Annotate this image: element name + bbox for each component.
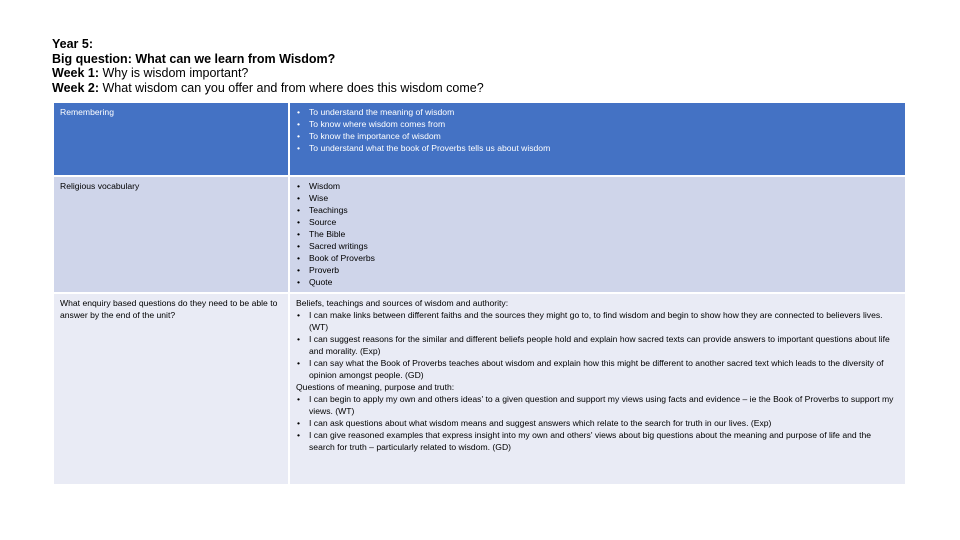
remembering-content (289, 102, 906, 176)
list-item: • I can say what the Book of Proverbs teaches about wisdom and explain how this might be different to another sacred text which leads to the diversity of opinion amongst people. (GD) (296, 357, 899, 381)
list-item: • I can give reasoned examples that express insight into my own and others' views about big questions about the meaning and purpose of life and the search for truth – particularly related to wisdom. (GD) (296, 429, 899, 453)
row-enquiry (53, 293, 906, 485)
week2-line (52, 81, 484, 96)
year-line (52, 37, 484, 52)
big-question-text: What can we learn from Wisdom? (135, 51, 336, 66)
list-item: • Sacred writings (296, 240, 899, 252)
list-item: • To know where wisdom comes from (296, 118, 899, 130)
list-item: • To know the importance of wisdom (296, 130, 899, 142)
page-header (52, 37, 484, 95)
list-item: • The Bible (296, 228, 899, 240)
beliefs-section-title: Beliefs, teachings and sources of wisdom and authority: (296, 298, 509, 308)
year-label: Year 5: (52, 37, 94, 51)
list-item: • Teachings (296, 204, 899, 216)
questions-list (296, 393, 899, 453)
row-vocabulary (53, 176, 906, 293)
week2-text: What wisdom can you offer and from where does this wisdom come? (102, 80, 484, 95)
vocabulary-content (289, 176, 906, 293)
remembering-label: Remembering (53, 102, 289, 176)
curriculum-table (52, 101, 907, 486)
week2-label: Week 2: (52, 80, 100, 95)
big-question-line (52, 52, 484, 67)
list-item: • I can suggest reasons for the similar and different beliefs people hold and explain how sacred texts can provide answers to important questions about life and morality. (Exp) (296, 333, 899, 357)
list-item: • I can make links between different faiths and the sources they might go to, to find wisdom and begin to show how they are connected to believers lives. (WT) (296, 309, 899, 333)
list-item: • I can begin to apply my own and others ideas' to a given question and support my views using facts and evidence – ie the Book of Proverbs to support my views. (WT) (296, 393, 899, 417)
row-remembering (53, 102, 906, 176)
list-item: • Wise (296, 192, 899, 204)
list-item: • Wisdom (296, 180, 899, 192)
list-item: • Proverb (296, 264, 899, 276)
vocabulary-label: Religious vocabulary (53, 176, 289, 293)
list-item: • Quote (296, 276, 899, 288)
vocabulary-list (296, 180, 899, 288)
week1-label: Week 1: (52, 66, 100, 80)
beliefs-list (296, 309, 899, 381)
week1-line (52, 66, 484, 81)
big-question-label: Big question: (52, 51, 132, 66)
enquiry-label: What enquiry based questions do they need to be able to answer by the end of the unit? (53, 293, 289, 485)
week1-text: Why is wisdom important? (102, 66, 249, 80)
questions-section-title: Questions of meaning, purpose and truth: (296, 382, 455, 392)
list-item: • Book of Proverbs (296, 252, 899, 264)
list-item: • To understand the meaning of wisdom (296, 106, 899, 118)
list-item: • Source (296, 216, 899, 228)
list-item: • To understand what the book of Proverbs tells us about wisdom (296, 142, 899, 154)
list-item: • I can ask questions about what wisdom means and suggest answers which relate to the search for truth in our lives. (Exp) (296, 417, 899, 429)
remembering-list (296, 106, 899, 154)
enquiry-content (289, 293, 906, 485)
